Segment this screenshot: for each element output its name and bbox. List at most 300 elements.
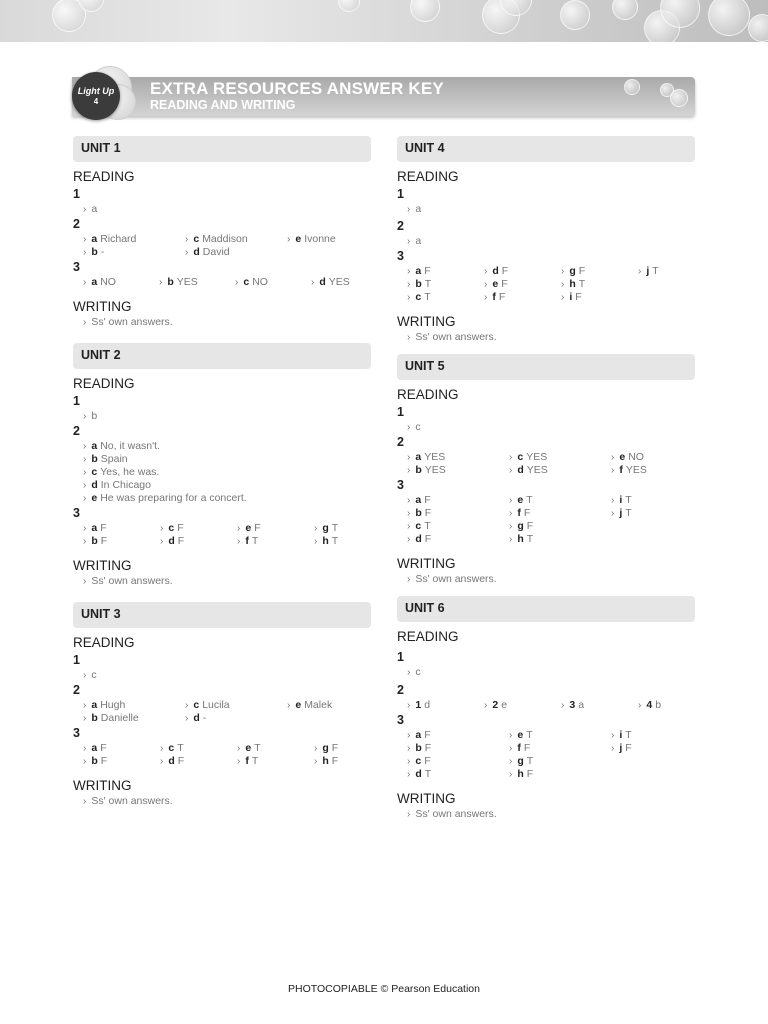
answer-item (407, 278, 484, 291)
question-number: 1 (397, 650, 404, 664)
answer-item (185, 246, 230, 259)
question-number: 3 (73, 506, 80, 520)
answer-item (160, 535, 237, 548)
answer-value: T (652, 265, 659, 277)
answer-label: e (492, 278, 499, 290)
answer-item (407, 533, 509, 546)
chevron-right-icon: › (407, 534, 411, 545)
answer-item (611, 742, 632, 755)
answer-label: g (569, 265, 576, 277)
answer-value: F (331, 742, 339, 754)
reading-heading: READING (73, 376, 135, 391)
chevron-right-icon: › (185, 713, 189, 724)
chevron-right-icon: › (611, 452, 615, 463)
question-number: 3 (397, 713, 404, 727)
answer-value: F (424, 729, 431, 741)
chevron-right-icon: › (83, 317, 87, 328)
answer-label: b (91, 755, 98, 767)
answer-row (83, 233, 371, 246)
answer-value: F (331, 755, 339, 767)
answer-value: David (202, 246, 230, 258)
answer-value: F (424, 494, 431, 506)
reading-heading: READING (397, 387, 459, 402)
answer-value: T (526, 494, 533, 506)
answer-row (83, 479, 371, 492)
chevron-right-icon: › (311, 277, 315, 288)
answer-row (407, 755, 695, 768)
answer-item (509, 494, 611, 507)
answer-row (407, 808, 695, 821)
answer-value: - (100, 246, 105, 258)
answer-value: F (177, 522, 184, 534)
answer-label: c (168, 742, 175, 754)
answer-label: h (322, 535, 329, 547)
chevron-right-icon: › (83, 467, 87, 478)
answer-value: F (523, 742, 531, 754)
chevron-right-icon: › (509, 769, 513, 780)
logo-text: Light Up (77, 86, 115, 96)
answer-item (611, 451, 644, 464)
answer-value: Hugh (100, 699, 126, 711)
chevron-right-icon: › (160, 743, 164, 754)
answer-label: e (517, 494, 524, 506)
answer-value: F (501, 278, 508, 290)
chevron-right-icon: › (314, 523, 318, 534)
answer-item (561, 699, 638, 712)
answer-item (237, 522, 314, 535)
answer-label: a (91, 233, 98, 245)
chevron-right-icon: › (185, 247, 189, 258)
answer-item (83, 276, 159, 289)
chevron-right-icon: › (159, 277, 163, 288)
page-subtitle: READING AND WRITING (150, 98, 296, 112)
answer-value: T (424, 520, 431, 532)
bubble-decoration (612, 0, 638, 20)
answer-item (237, 742, 314, 755)
question-number: 2 (397, 683, 404, 697)
bubble-decoration (748, 14, 768, 42)
question-number: 3 (397, 249, 404, 263)
chevron-right-icon: › (407, 574, 411, 585)
answer-label: d (492, 265, 499, 277)
question-number: 3 (73, 726, 80, 740)
answer-value: F (526, 520, 534, 532)
reading-heading: READING (397, 169, 459, 184)
chevron-right-icon: › (83, 441, 87, 452)
header-banner (72, 77, 695, 116)
answer-item (561, 291, 582, 304)
answer-label: e (517, 729, 524, 741)
answer-label: b (167, 276, 174, 288)
answer-label: b (91, 453, 98, 465)
writing-heading: WRITING (397, 556, 456, 571)
reading-heading: READING (73, 169, 135, 184)
answer-row (407, 331, 695, 344)
answer-value: T (526, 729, 533, 741)
answer-value: F (424, 507, 432, 519)
chevron-right-icon: › (611, 495, 615, 506)
chevron-right-icon: › (160, 536, 164, 547)
answer-value: e (501, 699, 508, 711)
answer-label: f (517, 507, 521, 519)
chevron-right-icon: › (237, 743, 241, 754)
answer-label: a (91, 699, 98, 711)
chevron-right-icon: › (561, 292, 565, 303)
answer-row (83, 316, 371, 329)
chevron-right-icon: › (237, 536, 241, 547)
answer-item (83, 233, 185, 246)
answer-label: e (295, 699, 302, 711)
answer-value: T (331, 535, 339, 547)
question-number: 3 (73, 260, 80, 274)
answer-label: f (245, 535, 249, 547)
answer-value: Danielle (100, 712, 139, 724)
chevron-right-icon: › (484, 279, 488, 290)
answer-row (407, 729, 695, 742)
answer-item (407, 464, 509, 477)
answer-label: c (415, 520, 422, 532)
answer-label: c (193, 699, 200, 711)
answer-label: h (517, 533, 524, 545)
answer-label: 4 (646, 699, 653, 711)
answer-item (83, 669, 97, 682)
answer-label: d (319, 276, 326, 288)
answer-item (484, 699, 561, 712)
answer-row (407, 494, 695, 507)
chevron-right-icon: › (407, 204, 411, 215)
answer-value: T (251, 535, 259, 547)
answer-value: F (100, 522, 107, 534)
chevron-right-icon: › (611, 743, 615, 754)
logo-group (60, 66, 140, 126)
chevron-right-icon: › (407, 292, 411, 303)
answer-label: g (517, 520, 524, 532)
answer-label: b (415, 278, 422, 290)
answer-label: f (245, 755, 249, 767)
chevron-right-icon: › (83, 536, 87, 547)
answer-value: a (91, 203, 98, 215)
answer-value: T (424, 768, 432, 780)
answer-row (83, 440, 371, 453)
answer-label: e (619, 451, 626, 463)
chevron-right-icon: › (509, 743, 513, 754)
answer-item (83, 575, 173, 588)
chevron-right-icon: › (484, 292, 488, 303)
answer-item (407, 666, 421, 679)
answer-item (314, 755, 338, 768)
answer-row (83, 410, 371, 423)
answer-item (83, 479, 151, 492)
chevron-right-icon: › (83, 796, 87, 807)
answer-value: Ivonne (304, 233, 336, 245)
answer-item (237, 535, 314, 548)
chevron-right-icon: › (561, 700, 565, 711)
unit-2-heading: UNIT 2 (73, 343, 371, 369)
answer-label: f (492, 291, 496, 303)
answer-row (83, 492, 371, 505)
chevron-right-icon: › (484, 266, 488, 277)
answer-value: F (501, 265, 509, 277)
question-number: 1 (73, 653, 80, 667)
chevron-right-icon: › (509, 534, 513, 545)
chevron-right-icon: › (407, 809, 411, 820)
answer-value: F (424, 742, 432, 754)
chevron-right-icon: › (83, 576, 87, 587)
answer-item (561, 278, 585, 291)
answer-item (407, 291, 484, 304)
footer-copyright: PHOTOCOPIABLE © Pearson Education (288, 983, 480, 995)
answer-row (407, 278, 695, 291)
answer-item (484, 291, 561, 304)
chevron-right-icon: › (185, 700, 189, 711)
answer-item (484, 278, 561, 291)
logo-level: 4 (93, 97, 99, 106)
answer-value: Ss' own answers. (415, 808, 497, 820)
left-column (73, 136, 371, 808)
answer-label: c (168, 522, 175, 534)
answer-item (235, 276, 311, 289)
chevron-right-icon: › (83, 743, 87, 754)
answer-row (407, 533, 695, 546)
answer-label: b (91, 712, 98, 724)
bubble-decoration (624, 79, 640, 95)
answer-value: NO (628, 451, 644, 463)
answer-item (407, 235, 421, 248)
answer-label: c (91, 466, 98, 478)
answer-item (407, 265, 484, 278)
chevron-right-icon: › (83, 247, 87, 258)
answer-value: F (177, 755, 185, 767)
answer-item (83, 440, 160, 453)
answer-value: Yes, he was. (100, 466, 160, 478)
answer-value: - (202, 712, 207, 724)
chevron-right-icon: › (407, 730, 411, 741)
answer-value: a (578, 699, 585, 711)
answer-value: b (655, 699, 662, 711)
answer-item (314, 522, 338, 535)
answer-item (611, 729, 632, 742)
answer-item (83, 246, 185, 259)
answer-row (407, 421, 695, 434)
chevron-right-icon: › (561, 266, 565, 277)
answer-item (311, 276, 350, 289)
chevron-right-icon: › (638, 266, 642, 277)
answer-value: T (526, 533, 534, 545)
answer-item (509, 729, 611, 742)
question-number: 1 (397, 187, 404, 201)
answer-label: d (517, 464, 524, 476)
answer-item (407, 203, 421, 216)
answer-item (407, 451, 509, 464)
answer-value: Ss' own answers. (91, 575, 173, 587)
answer-label: d (415, 768, 422, 780)
answer-value: Ss' own answers. (415, 331, 497, 343)
answer-item (407, 421, 421, 434)
answer-label: i (619, 494, 623, 506)
answer-item (509, 742, 611, 755)
answer-value: F (254, 522, 261, 534)
answer-value: NO (252, 276, 268, 288)
answer-item (611, 464, 647, 477)
answer-item (611, 507, 632, 520)
chevron-right-icon: › (509, 521, 513, 532)
answer-label: e (91, 492, 98, 504)
answer-value: YES (424, 464, 446, 476)
chevron-right-icon: › (314, 756, 318, 767)
answer-value: Ss' own answers. (415, 573, 497, 585)
question-number: 1 (397, 405, 404, 419)
answer-row (407, 699, 695, 712)
answer-label: c (415, 291, 422, 303)
chevron-right-icon: › (287, 700, 291, 711)
answer-row (83, 699, 371, 712)
answer-item (160, 522, 237, 535)
answer-item (314, 535, 338, 548)
answer-label: h (322, 755, 329, 767)
answer-item (83, 535, 160, 548)
answer-item (407, 699, 484, 712)
answer-item (83, 522, 160, 535)
answer-label: b (415, 742, 422, 754)
answer-row (83, 276, 371, 289)
chevron-right-icon: › (509, 508, 513, 519)
answer-value: No, it wasn't. (100, 440, 160, 452)
answer-value: d (424, 699, 431, 711)
answer-value: YES (176, 276, 198, 288)
answer-item (159, 276, 235, 289)
answer-item (83, 699, 185, 712)
question-number: 2 (73, 424, 80, 438)
answer-item (509, 533, 533, 546)
answer-item (407, 729, 509, 742)
answer-item (407, 742, 509, 755)
answer-value: T (331, 522, 339, 534)
chevron-right-icon: › (185, 234, 189, 245)
answer-value: c (415, 421, 421, 433)
answer-item (83, 316, 173, 329)
chevron-right-icon: › (83, 523, 87, 534)
answer-label: d (415, 533, 422, 545)
answer-value: Malek (304, 699, 333, 711)
answer-row (407, 666, 695, 679)
chevron-right-icon: › (160, 756, 164, 767)
chevron-right-icon: › (611, 508, 615, 519)
chevron-right-icon: › (407, 756, 411, 767)
answer-row (407, 291, 695, 304)
chevron-right-icon: › (407, 452, 411, 463)
answer-value: In Chicago (100, 479, 151, 491)
answer-value: T (526, 755, 534, 767)
answer-value: F (424, 265, 431, 277)
answer-row (407, 451, 695, 464)
answer-label: a (415, 265, 422, 277)
answer-item (314, 742, 338, 755)
page-title: EXTRA RESOURCES ANSWER KEY (150, 79, 444, 98)
answer-item (83, 712, 185, 725)
answer-row (407, 265, 695, 278)
question-number: 3 (397, 478, 404, 492)
unit-3-heading: UNIT 3 (73, 602, 371, 628)
chevron-right-icon: › (83, 411, 87, 422)
chevron-right-icon: › (611, 465, 615, 476)
bubble-decoration (338, 0, 360, 12)
answer-item (407, 494, 509, 507)
answer-row (83, 203, 371, 216)
answer-label: f (619, 464, 623, 476)
answer-label: d (193, 712, 200, 724)
answer-label: a (91, 276, 98, 288)
answer-label: b (415, 507, 422, 519)
answer-item (509, 464, 611, 477)
answer-value: T (254, 742, 261, 754)
answer-item (83, 466, 159, 479)
answer-item (83, 742, 160, 755)
answer-label: g (322, 522, 329, 534)
answer-item (407, 520, 509, 533)
top-decorative-band (0, 0, 768, 42)
answer-value: NO (100, 276, 116, 288)
answer-row (83, 466, 371, 479)
answer-value: YES (526, 451, 548, 463)
chevron-right-icon: › (407, 465, 411, 476)
writing-heading: WRITING (73, 299, 132, 314)
answer-label: e (295, 233, 302, 245)
answer-label: f (517, 742, 521, 754)
answer-value: F (100, 535, 108, 547)
chevron-right-icon: › (407, 332, 411, 343)
bubble-decoration (708, 0, 750, 36)
answer-row (83, 755, 371, 768)
answer-label: a (91, 440, 98, 452)
answer-item (407, 808, 497, 821)
answer-label: a (91, 742, 98, 754)
answer-value: F (625, 742, 632, 754)
answer-value: F (523, 507, 531, 519)
answer-item (509, 451, 611, 464)
answer-item (407, 507, 509, 520)
answer-row (83, 453, 371, 466)
answer-value: YES (424, 451, 446, 463)
answer-label: 2 (492, 699, 499, 711)
chevron-right-icon: › (407, 236, 411, 247)
chevron-right-icon: › (287, 234, 291, 245)
chevron-right-icon: › (83, 670, 87, 681)
answer-label: e (245, 742, 252, 754)
question-number: 2 (73, 217, 80, 231)
answer-item (83, 795, 173, 808)
answer-label: j (619, 507, 623, 519)
answer-label: c (243, 276, 250, 288)
chevron-right-icon: › (314, 536, 318, 547)
answer-value: YES (328, 276, 350, 288)
answer-label: a (91, 522, 98, 534)
answer-row (407, 742, 695, 755)
question-number: 1 (73, 187, 80, 201)
answer-label: b (415, 464, 422, 476)
chevron-right-icon: › (314, 743, 318, 754)
chevron-right-icon: › (638, 700, 642, 711)
chevron-right-icon: › (237, 523, 241, 534)
chevron-right-icon: › (611, 730, 615, 741)
answer-value: Richard (100, 233, 137, 245)
answer-item (561, 265, 638, 278)
answer-label: a (415, 494, 422, 506)
answer-row (83, 535, 371, 548)
unit-6-heading: UNIT 6 (397, 596, 695, 622)
chevron-right-icon: › (83, 480, 87, 491)
writing-heading: WRITING (73, 558, 132, 573)
answer-item (484, 265, 561, 278)
